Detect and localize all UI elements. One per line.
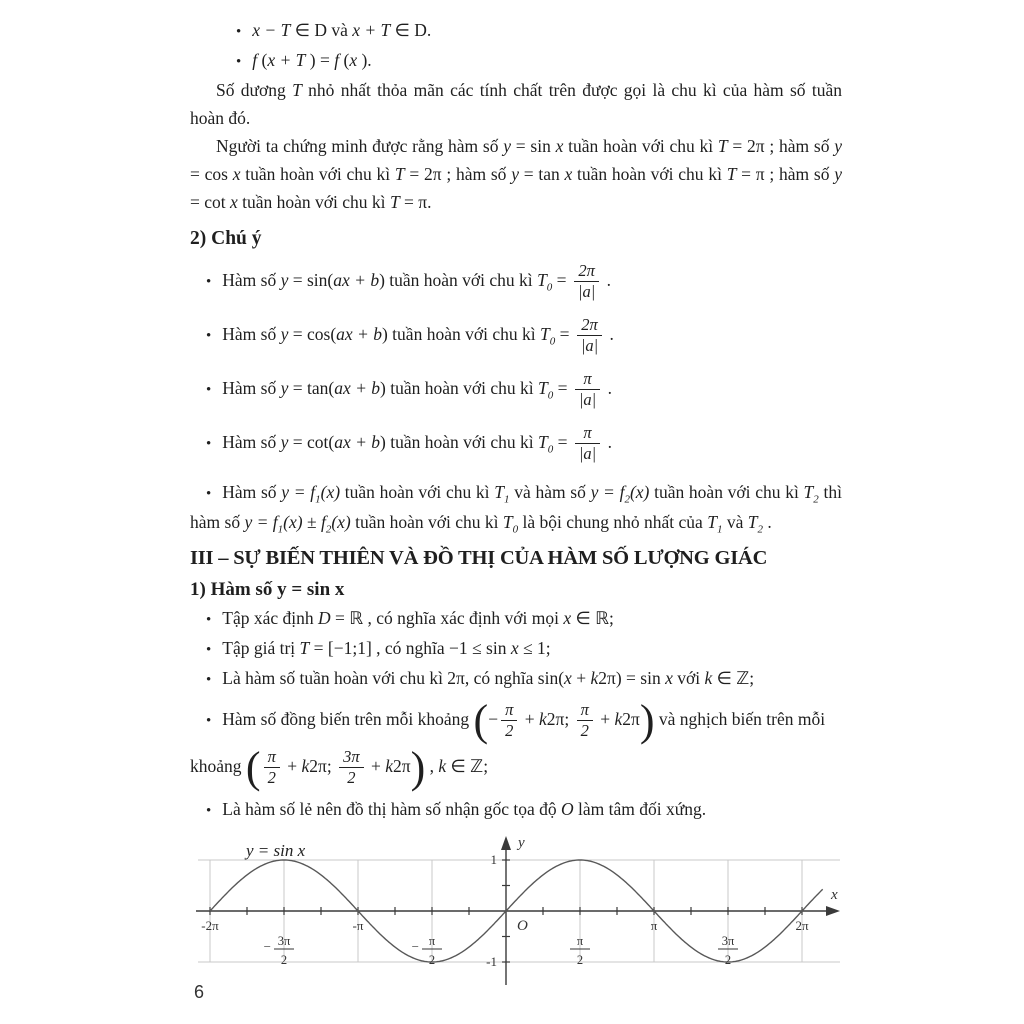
x-tick-label-den: 2	[576, 952, 584, 967]
formula-tuan-hoan: Là hàm số tuần hoàn với chu kì 2π, có nghĩa sin(x + k2π) = sin x với k ∈ ℤ;	[222, 667, 755, 688]
bullet-icon: •	[206, 381, 212, 398]
x-tick-label-num: π	[576, 933, 584, 948]
curve-label: y = sin x	[246, 840, 306, 860]
formula-periodic-equation: f (x + T ) = f (x ).	[252, 50, 372, 70]
y-axis-arrow	[501, 836, 511, 850]
heading-chu-y: 2) Chú ý	[190, 228, 262, 249]
formula-period-cot: Hàm số y = cot(ax + b) tuần hoàn với chu kì $T_0$ = $\frac{\pi}{|a|}$ .	[222, 422, 612, 464]
para-smallest-period: Số dương T nhỏ nhất thỏa mãn các tính chất trên được gọi là chu kì của hàm số tuần hoàn đó.	[190, 80, 842, 128]
bullet-periodic-equation	[190, 46, 842, 76]
bullet-icon: •	[206, 712, 212, 729]
x-axis-label: x	[831, 886, 838, 903]
y-tick-label: -1	[486, 953, 497, 969]
bullet-tap-gia-tri	[190, 634, 842, 664]
x-tick-label-den: 2	[724, 952, 732, 967]
x-tick-label: -π	[352, 917, 364, 933]
formula-ham-le: Là hàm số lẻ nên đồ thị hàm số nhận gốc tọa độ O làm tâm đối xứng.	[222, 798, 707, 819]
bullet-period-cot	[190, 424, 842, 464]
y-tick-label: 1	[490, 851, 497, 867]
x-tick-label-sign: −	[411, 938, 419, 954]
bullet-icon: •	[206, 611, 212, 628]
bullet-icon: •	[206, 327, 212, 344]
formula-dong-bien: Hàm số đồng biến trên mỗi khoảng (− $\frac{\pi}{2}$ + k2π; $\frac{\pi}{2}$ + k2π) và nghịch biến trên mỗi	[222, 695, 826, 745]
fraction: $\frac{3\pi}{2}$	[339, 748, 364, 788]
bullet-period-sin	[190, 262, 842, 302]
bullet-dong-bien	[190, 695, 842, 745]
heading-ham-so-sin: 1) Hàm số y = sin x	[190, 578, 345, 600]
sine-graph	[188, 833, 842, 1003]
formula-period-cos: Hàm số y = cos(ax + b) tuần hoàn với chu kì $T_0$ = $\frac{2\pi}{|a|}$ .	[222, 314, 614, 356]
bullet-tap-xac-dinh	[190, 604, 842, 634]
bullet-period-tan	[190, 370, 842, 410]
fraction: $\frac{\pi}{2}$	[577, 701, 593, 741]
bullet-period-cos	[190, 316, 842, 356]
x-tick-label: 2π	[795, 917, 809, 933]
x-tick-label-num: 3π	[721, 933, 735, 948]
sine-graph-svg	[188, 833, 848, 998]
bullet-icon: •	[206, 485, 212, 502]
x-tick-label-num: π	[428, 933, 436, 948]
heading-section-iii: III – SỰ BIẾN THIÊN VÀ ĐỒ THỊ CỦA HÀM SỐ LƯỢNG GIÁC	[190, 546, 768, 569]
bullet-icon: •	[206, 802, 212, 819]
x-tick-label-den: 2	[280, 952, 288, 967]
x-tick-label: -2π	[201, 917, 219, 933]
bullet-tuan-hoan	[190, 664, 842, 694]
x-tick-label-den: 2	[428, 952, 436, 967]
bullet-ham-le	[190, 795, 842, 825]
bullet-icon: •	[236, 24, 242, 40]
formula-period-sin: Hàm số y = sin(ax + b) tuần hoàn với chu kì $T_0$ = $\frac{2\pi}{|a|}$ .	[222, 261, 611, 302]
fraction: $\frac{2\pi}{|a|}$	[574, 262, 599, 302]
formula-tap-xac-dinh: Tập xác định D = ℝ , có nghĩa xác định với mọi x ∈ ℝ;	[222, 607, 614, 628]
fraction: $\frac{\pi}{2}$	[501, 701, 517, 741]
fraction: $\frac{\pi}{2}$	[264, 748, 280, 788]
para-sum-periods	[190, 478, 842, 536]
x-tick-label: π	[650, 917, 658, 933]
bullet-icon: •	[206, 435, 212, 452]
bullet-icon: •	[206, 641, 212, 658]
bullet-icon: •	[206, 671, 212, 688]
x-tick-label-sign: −	[263, 938, 271, 954]
fraction: $\frac{2\pi}{|a|}$	[577, 316, 602, 356]
y-axis-label: y	[518, 834, 525, 851]
formula-period-tan: Hàm số y = tan(ax + b) tuần hoàn với chu kì $T_0$ = $\frac{\pi}{|a|}$ .	[222, 368, 612, 410]
formula-domain-condition: x − T ∈ D và x + T ∈ D.	[252, 20, 432, 40]
line-khoang-continuation: khoảng ( $\frac{\pi}{2}$ + k2π; $\frac{3\pi}{2}$ + k2π) , k ∈ ℤ;	[190, 742, 489, 792]
formula-tap-gia-tri: Tập giá trị T = [−1;1] , có nghĩa −1 ≤ sin x ≤ 1;	[222, 637, 551, 658]
origin-label: O	[517, 917, 528, 934]
fraction: $\frac{\pi}{|a|}$	[575, 370, 600, 410]
bullet-domain-condition	[190, 16, 842, 46]
formula-sum-periods: Hàm số $y = f_1(x)$ tuần hoàn với chu kì $T_1$ và hàm số $y = f_2(x)$ tuần hoàn với chu kì $T_2$ thì hàm số $y = f_1(x) \pm f_2(x)$ tuần hoàn với chu kì $T_0$ là bội chung nhỏ nhất của $T_1$ và $T_2$ .	[190, 481, 842, 536]
bullet-icon: •	[206, 273, 212, 290]
fraction: $\frac{\pi}{|a|}$	[575, 424, 600, 464]
page-number: 6	[194, 982, 205, 1002]
x-axis-arrow	[826, 906, 840, 916]
bullet-icon: •	[236, 54, 242, 70]
x-tick-label-num: 3π	[277, 933, 291, 948]
para-proven-periods: Người ta chứng minh được rằng hàm số y = sin x tuần hoàn với chu kì T = 2π ; hàm số y = cos x tuần hoàn với chu kì T = 2π ; hàm số y = tan x tuần hoàn với chu kì T = π ; hàm số y = cot x tuần hoàn với chu kì T = π.	[190, 136, 842, 212]
book-page	[190, 16, 842, 1003]
